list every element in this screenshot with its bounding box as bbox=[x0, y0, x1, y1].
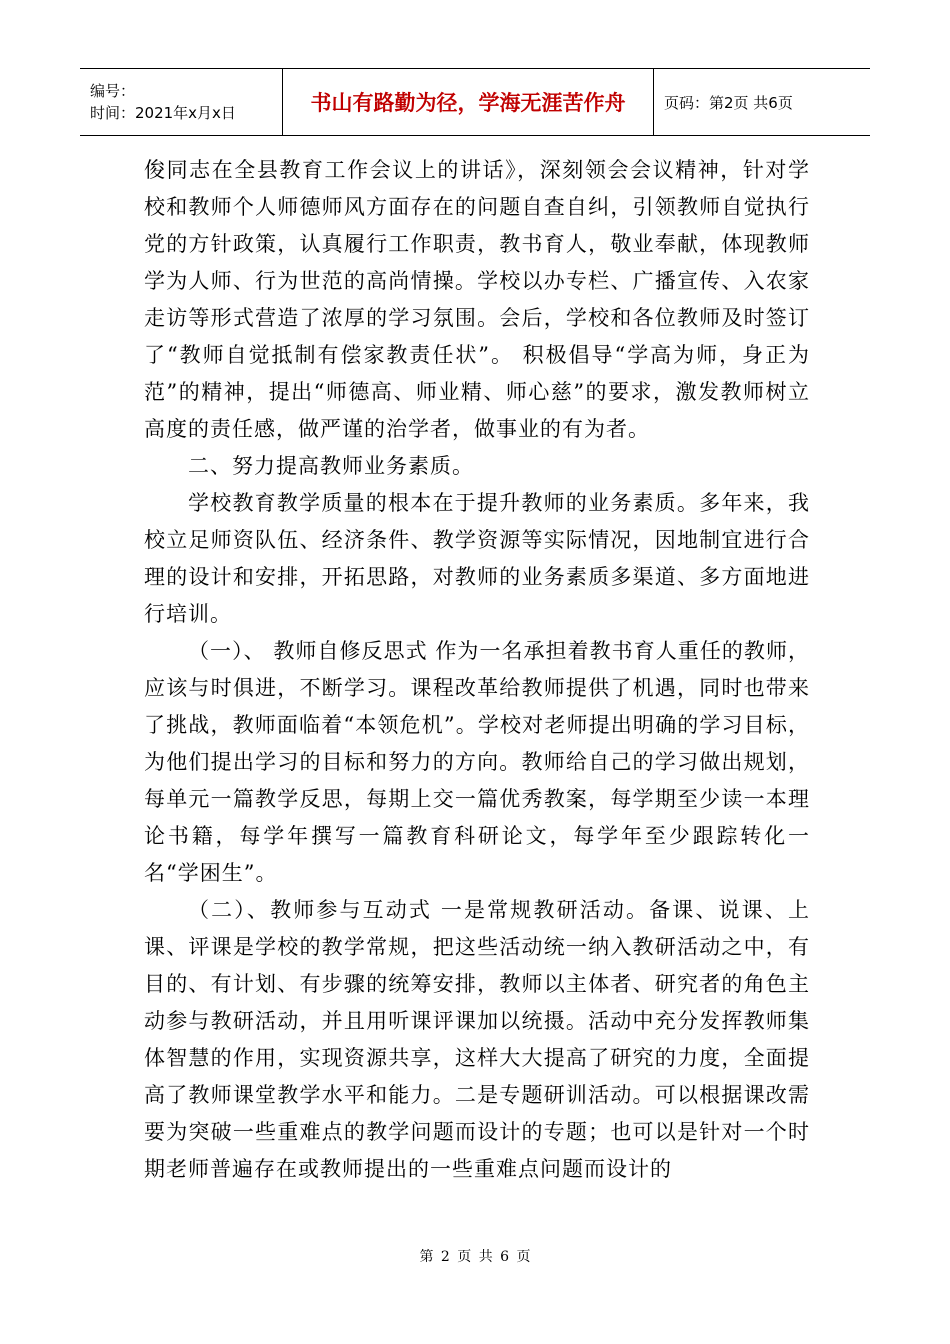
header-meta bbox=[80, 69, 283, 135]
header-motto: 书山有路勤为径，学海无涯苦作舟 bbox=[283, 69, 654, 135]
header-page-indicator: 页码：第2页 共6页 bbox=[664, 93, 793, 112]
page-footer: 第 2 页 共 6 页 bbox=[419, 1249, 531, 1265]
paragraph-interactive: （二）、教师参与互动式 一是常规教研活动。备课、说课、上课、评课是学校的教学常规，把这些活动统一纳入教研活动之中，有目的、有计划、有步骤的统筹安排，教师以主体者、研究者的角色主动参与教研活动，并且用听课评课加以统摄。活动中充分发挥教师集体智慧的作用，实现资源共享，这样大大提高了研究的力度，全面提高了教师课堂教学水平和能力。二是专题研训活动。可以根据课改需要为突破一些重难点的教学问题而设计的专题；也可以是针对一个时期老师普遍存在或教师提出的一些重难点问题而设计的 bbox=[144, 898, 810, 1181]
document-header bbox=[80, 68, 870, 136]
paragraph-self-study: （一）、 教师自修反思式 作为一名承担着教书育人重任的教师，应该与时俱进，不断学习。课程改革给教师提供了机遇，同时也带来了挑战，教师面临着“本领危机”。学校对老师提出明确的学习目标，为他们提出学习的目标和努力的方向。教师给自己的学习做出规划，每单元一篇教学反思，每期上交一篇优秀教案，每学期至少读一本理论书籍，每学年撰写一篇教育科研论文，每学年至少跟踪转化一名“学困生”。 bbox=[144, 639, 810, 885]
paragraph-continued: 俊同志在全县教育工作会议上的讲话》，深刻领会会议精神，针对学校和教师个人师德师风方面存在的问题自查自纠，引领教师自觉执行党的方针政策，认真履行工作职责，教书育人，敬业奉献，体现教师学为人师、行为世范的高尚情操。学校以办专栏、广播宣传、入农家走访等形式营造了浓厚的学习氛围。会后，学校和各位教师及时签订了“教师自觉抵制有偿家教责任状”。 积极倡导“学高为师，身正为范”的精神，提出“师德高、师业精、师心慈”的要求，激发教师树立高度的责任感，做严谨的治学者，做事业的有为者。 bbox=[144, 158, 810, 441]
serial-number-label: 编号： bbox=[90, 82, 136, 100]
date-label: 时间：2021年x月x日 bbox=[90, 104, 236, 122]
paragraph-training-intro: 学校教育教学质量的根本在于提升教师的业务素质。多年来，我校立足师资队伍、经济条件、教学资源等实际情况，因地制宜进行合理的设计和安排，开拓思路，对教师的业务素质多渠道、多方面地进行培训。 bbox=[144, 491, 810, 626]
document-body bbox=[144, 152, 810, 1188]
section-heading-2: 二、努力提高教师业务素质。 bbox=[188, 454, 474, 478]
